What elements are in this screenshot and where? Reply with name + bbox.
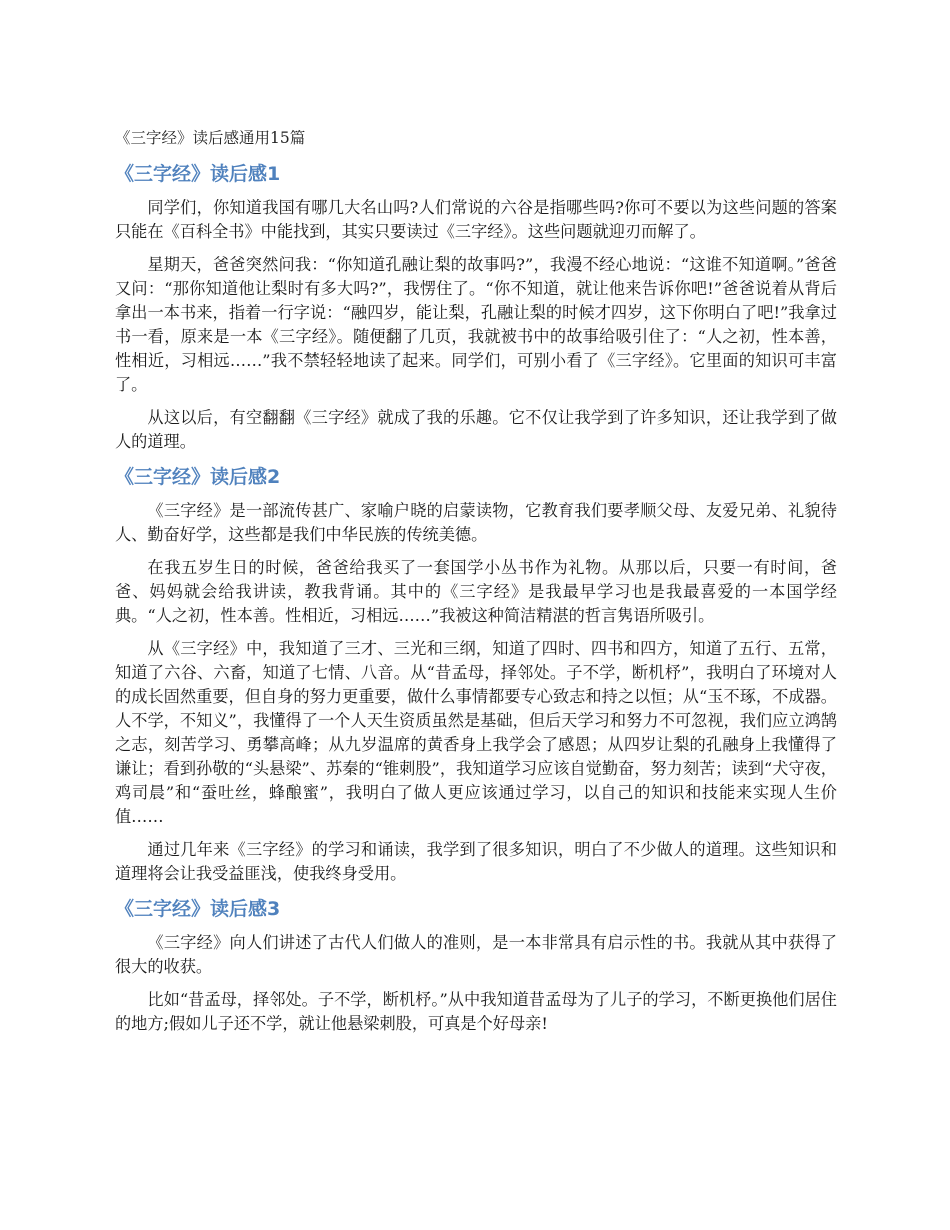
section-heading: 《三字经》读后感3 (115, 898, 281, 920)
section-heading: 《三字经》读后感1 (115, 163, 281, 185)
section-3 (115, 895, 837, 1036)
paragraph: 从《三字经》中，我知道了三才、三光和三纲，知道了四时、四书和四方，知道了五行、五常，知道了六谷、六畜，知道了七情、八音。从“昔孟母，择邻处。子不学，断机杼”，我明白了环境对人的成长固然重要，但自身的努力更重要，做什么事情都要专心致志和持之以恒；从“玉不琢，不成器。人不学，不知义”，我懂得了一个人天生资质虽然是基础，但后天学习和努力不可忽视，我们应立鸿鹄之志，刻苦学习、勇攀高峰；从九岁温席的黄香身上我学会了感恩；从四岁让梨的孔融身上我懂得了谦让；看到孙敬的“头悬梁”、苏秦的“锥刺股”，我知道学习应该自觉勤奋，努力刻苦；读到“犬守夜，鸡司晨”和“蚕吐丝，蜂酿蜜”，我明白了做人更应该通过学习，以自己的知识和技能来实现人生价值…… (115, 639, 837, 826)
section-1 (115, 160, 837, 454)
paragraph: 比如“昔孟母，择邻处。子不学，断机杼。”从中我知道昔孟母为了儿子的学习，不断更换他们居住的地方;假如儿子还不学，就让他悬梁刺股，可真是个好母亲! (115, 990, 837, 1033)
paragraph: 在我五岁生日的时候，爸爸给我买了一套国学小丛书作为礼物。从那以后，只要一有时间，爸爸、妈妈就会给我讲读，教我背诵。其中的《三字经》是我最早学习也是我最喜爱的一本国学经典。“人之初，性本善。性相近，习相远……”我被这种简洁精湛的哲言隽语所吸引。 (115, 558, 837, 625)
paragraph: 星期天，爸爸突然问我：“你知道孔融让梨的故事吗?”，我漫不经心地说：“这谁不知道啊。”爸爸又问：“那你知道他让梨时有多大吗?”，我愣住了。“你不知道，就让他来告诉你吧!”爸爸说着从背后拿出一本书来，指着一行字说：“融四岁，能让梨，孔融让梨的时候才四岁，这下你明白了吧!”我拿过书一看，原来是一本《三字经》。随便翻了几页，我就被书中的故事给吸引住了：“人之初，性本善，性相近，习相远……”我不禁轻轻地读了起来。同学们，可别小看了《三字经》。它里面的知识可丰富了。 (115, 255, 837, 394)
paragraph: 同学们，你知道我国有哪几大名山吗?人们常说的六谷是指哪些吗?你可不要以为这些问题的答案只能在《百科全书》中能找到，其实只要读过《三字经》。这些问题就迎刃而解了。 (115, 198, 837, 241)
document-title: 《三字经》读后感通用15篇 (115, 129, 306, 147)
paragraph: 《三字经》向人们讲述了古代人们做人的准则，是一本非常具有启示性的书。我就从其中获得了很大的收获。 (115, 933, 837, 976)
section-heading: 《三字经》读后感2 (115, 466, 281, 488)
paragraph: 《三字经》是一部流传甚广、家喻户晓的启蒙读物，它教育我们要孝顺父母、友爱兄弟、礼貌待人、勤奋好学，这些都是我们中华民族的传统美德。 (115, 501, 837, 544)
paragraph: 从这以后，有空翻翻《三字经》就成了我的乐趣。它不仅让我学到了许多知识，还让我学到了做人的道理。 (115, 408, 837, 451)
section-2 (115, 463, 837, 886)
paragraph: 通过几年来《三字经》的学习和诵读，我学到了很多知识，明白了不少做人的道理。这些知识和道理将会让我受益匪浅，使我终身受用。 (115, 840, 837, 883)
document-page (115, 126, 837, 1045)
